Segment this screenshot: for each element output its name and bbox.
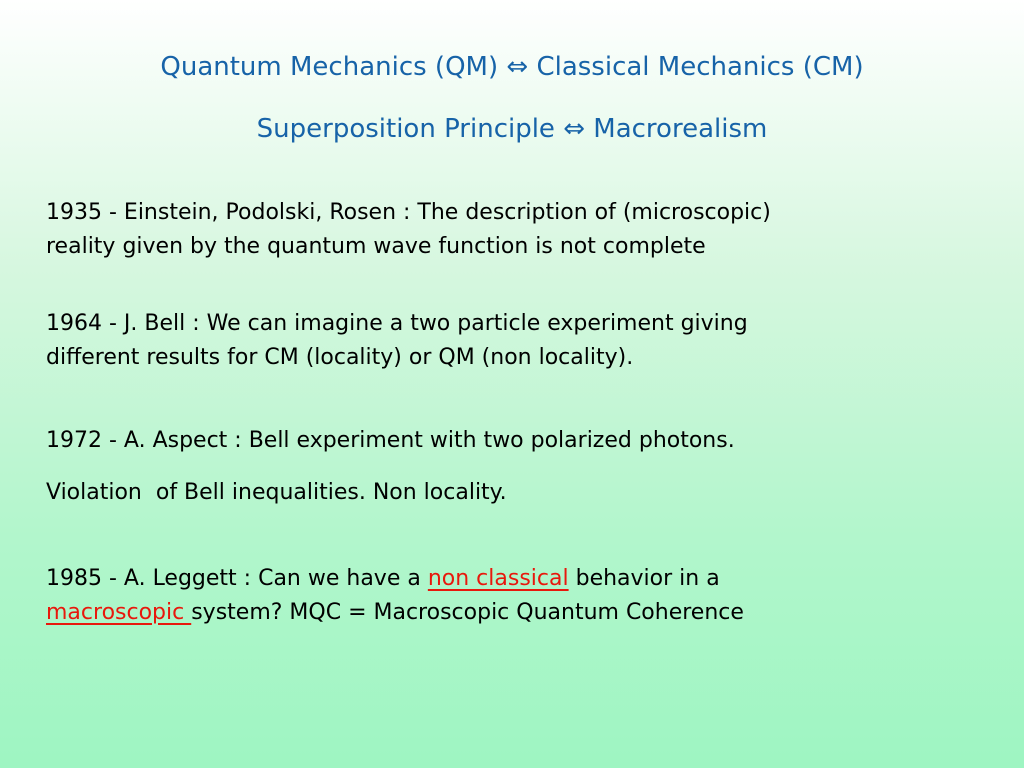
paragraph-1985-mid: behavior in a <box>568 566 720 591</box>
title-qm: Quantum Mechanics (QM) <box>160 52 499 82</box>
paragraph-1964-line-1: 1964 - J. Bell : We can imagine a two particle experiment giving <box>46 311 748 336</box>
paragraph-1972-line-2 <box>46 476 986 510</box>
subtitle-superposition: Superposition Principle <box>256 114 555 144</box>
paragraph-1972-text-1: 1972 - A. Aspect : Bell experiment with two polarized photons. <box>46 428 735 453</box>
title-cm: Classical Mechanics (CM) <box>536 52 864 82</box>
paragraph-1985 <box>46 562 986 630</box>
paragraph-1935 <box>46 196 986 264</box>
paragraph-1985-prefix: 1985 - A. Leggett : Can we have a <box>46 566 428 591</box>
paragraph-1935-line-2: reality given by the quantum wave function is not complete <box>46 234 706 259</box>
slide-subtitle <box>0 114 1024 144</box>
double-arrow-icon: ⇔ <box>506 52 529 82</box>
paragraph-1985-line-2 <box>46 596 986 630</box>
macroscopic-link[interactable]: macroscopic <box>46 600 192 625</box>
paragraph-1985-suffix: system? MQC = Macroscopic Quantum Coherence <box>191 600 744 625</box>
subtitle-macrorealism: Macrorealism <box>593 114 768 144</box>
paragraph-1972-text-2: Violation of Bell inequalities. Non locality. <box>46 480 507 505</box>
paragraph-1985-line-1 <box>46 562 986 596</box>
paragraph-1964-line-2: different results for CM (locality) or QM (non locality). <box>46 345 634 370</box>
double-arrow-icon: ⇔ <box>563 114 585 144</box>
paragraph-1935-line-1: 1935 - Einstein, Podolski, Rosen : The description of (microscopic) <box>46 200 771 225</box>
paragraph-1964 <box>46 307 986 375</box>
slide-title <box>0 52 1024 82</box>
non-classical-link[interactable]: non classical <box>427 566 569 591</box>
paragraph-1972-line-1 <box>46 424 986 458</box>
